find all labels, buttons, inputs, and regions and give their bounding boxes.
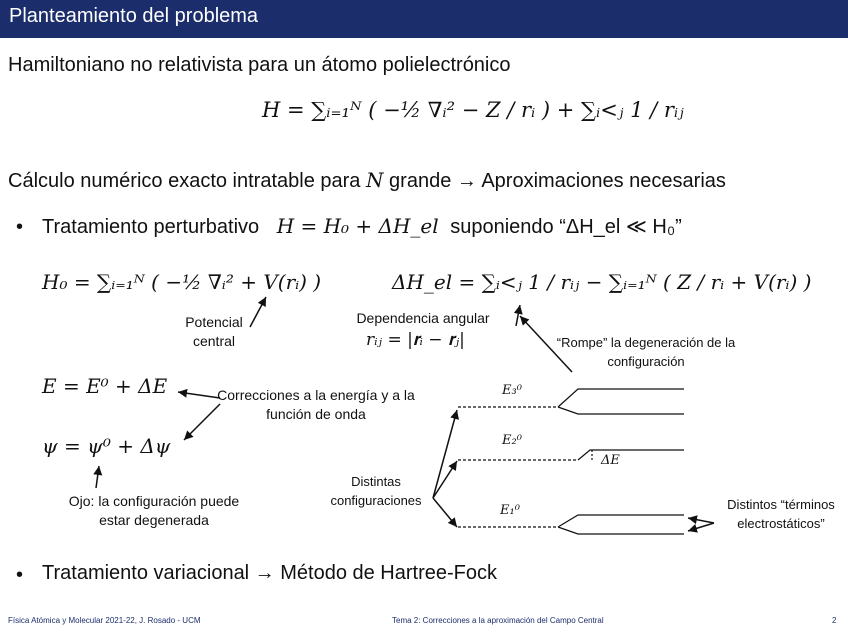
label-ojo: Ojo: la configuración puede estar degenerada xyxy=(68,493,240,528)
footer-left: Física Atómica y Molecular 2021-22, J. Rosado - UCM xyxy=(8,616,201,625)
arrow-terminos-upper xyxy=(688,518,714,523)
label-rompe: “Rompe” la degeneración de la configuración xyxy=(556,335,736,369)
arrow-potencial xyxy=(250,297,266,327)
level-label-e3: E₃⁰ xyxy=(502,383,522,398)
intro-text: Hamiltoniano no relativista para un átomo polielectrónico xyxy=(8,54,511,76)
label-distintos-terminos: Distintos “términos electrostáticos” xyxy=(727,497,835,531)
level-label-e1: E₁⁰ xyxy=(500,503,520,518)
arrow-config-e2 xyxy=(433,461,457,498)
label-distintas-configuraciones: Distintas configuraciones xyxy=(330,474,422,508)
delta-e-label: ΔE xyxy=(601,453,620,468)
perturb-suffix: suponiendo “ΔH_el ≪ H₀” xyxy=(450,216,682,238)
arrow-config-e3 xyxy=(433,410,457,498)
arrow-terminos-lower xyxy=(688,523,714,531)
arrow-correcciones-psi xyxy=(184,404,220,440)
footer-center: Tema 2: Correcciones a la aproximación del Campo Central xyxy=(392,616,604,625)
bullet-dot: • xyxy=(16,216,24,238)
hamiltonian-equation: H = ∑ᵢ₌₁ᴺ ( −½ ∇ᵢ² − Z / rᵢ ) + ∑ᵢ<ⱼ 1 / rᵢⱼ xyxy=(262,98,684,122)
calc-suffix: grande → Aproximaciones necesarias xyxy=(389,170,726,192)
bullet-dot-2: • xyxy=(16,564,24,586)
arrow-correcciones-energy xyxy=(178,392,220,398)
dh-equation: ΔH_el = ∑ᵢ<ⱼ 1 / rᵢⱼ − ∑ᵢ₌₁ᴺ ( Z / rᵢ + V(rᵢ) ) xyxy=(392,270,812,294)
slide-title: Planteamiento del problema xyxy=(9,5,259,27)
perturb-label: Tratamiento perturbativo xyxy=(42,216,260,238)
calc-var: N xyxy=(365,168,384,192)
label-correcciones: Correcciones a la energía y a la función de onda xyxy=(217,387,415,422)
arrow-rompe xyxy=(520,316,572,372)
perturb-equation: H = H₀ + ΔH_el xyxy=(276,214,439,238)
h0-equation: H₀ = ∑ᵢ₌₁ᴺ ( −½ ∇ᵢ² + V(rᵢ) ) xyxy=(42,270,322,294)
arrow-ojo xyxy=(96,466,99,488)
arrow-config-e1 xyxy=(433,498,457,527)
rij-definition: rᵢⱼ = |𝐫ᵢ − 𝐫ⱼ| xyxy=(366,330,465,350)
label-potencial-central: Potencial central xyxy=(185,314,243,349)
label-dependencia-angular: Dependencia angular xyxy=(356,310,490,326)
arrow-dependencia xyxy=(516,305,520,326)
energy-equation: E = E⁰ + ΔE xyxy=(42,374,168,398)
level-label-e2: E₂⁰ xyxy=(502,433,522,448)
psi-equation: ψ = ψ⁰ + Δψ xyxy=(42,434,171,458)
bullet-variational: Tratamiento variacional → Método de Hartree-Fock xyxy=(42,562,497,584)
calc-prefix: Cálculo numérico exacto intratable para xyxy=(8,170,361,192)
footer-page-number: 2 xyxy=(832,616,837,625)
